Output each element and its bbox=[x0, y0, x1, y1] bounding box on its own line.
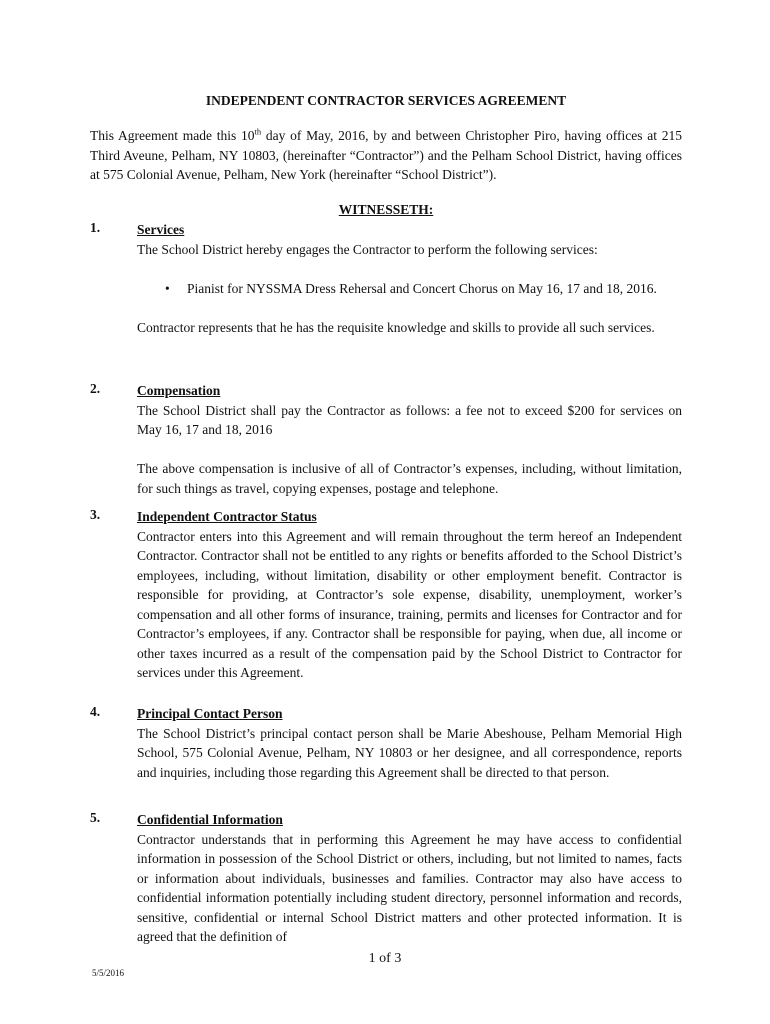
section-number: 3. bbox=[90, 507, 101, 522]
bullet-text: Pianist for NYSSMA Dress Rehersal and Concert Chorus on May 16, 17 and 18, 2016. bbox=[187, 280, 657, 296]
section-heading: Principal Contact Person bbox=[137, 706, 283, 721]
section-number: 4. bbox=[90, 704, 101, 719]
section-paragraph: Contractor enters into this Agreement and will remain throughout the term hereof an Independent Contractor. Contractor shall not be entitled to any rights or benefits afforded to the School District’s employees, including, without limitation, disability or other employment benefit. Contractor is responsible for providing, at Contractor’s sole expense, disability, unemployment, worker’s compensation and all other forms of insurance, training, permits and licenses for Contractor and for Contractor’s employees, if any. Contractor shall be responsible for paying, when due, all income or other taxes incurred as a result of the compensation paid by the School District to Contractor for services under this Agreement. bbox=[137, 528, 682, 680]
intro-paragraph bbox=[90, 126, 682, 185]
section-contractor-status bbox=[137, 507, 682, 683]
section-paragraph: Contractor represents that he has the requisite knowledge and skills to provide all such services. bbox=[137, 319, 655, 335]
section-heading: Services bbox=[137, 222, 185, 237]
section-paragraph: Contractor understands that in performing this Agreement he may have access to confidential information in possession of the School District or others, including, but not limited to names, facts or information about individuals, businesses and families. Contractor may also have access to confidential information potentially including student directory, personnel information and records, sensitive, confidential or internal School District matters and other protected information. It is agreed that the definition of bbox=[137, 831, 682, 944]
section-compensation bbox=[137, 381, 682, 498]
section-confidential-info bbox=[137, 810, 682, 947]
section-heading: Compensation bbox=[137, 383, 221, 398]
bullet-icon: • bbox=[165, 280, 170, 296]
document-title: INDEPENDENT CONTRACTOR SERVICES AGREEMENT bbox=[205, 93, 567, 108]
section-services bbox=[137, 220, 682, 337]
intro-text-pre: This Agreement made this 10 bbox=[90, 128, 255, 143]
list-item bbox=[137, 279, 682, 299]
section-contact-person bbox=[137, 704, 682, 782]
page-number: 1 of 3 bbox=[368, 951, 402, 966]
section-paragraph: The School District hereby engages the Contractor to perform the following services: bbox=[137, 241, 598, 257]
section-number: 2. bbox=[90, 381, 101, 396]
intro-ordinal-suffix: th bbox=[254, 126, 262, 137]
section-heading: Confidential Information bbox=[137, 812, 283, 827]
section-number: 1. bbox=[90, 220, 101, 235]
section-paragraph: The School District shall pay the Contractor as follows: a fee not to exceed $200 for services on May 16, 17 and 18, 2016 bbox=[137, 402, 682, 437]
section-paragraph: The above compensation is inclusive of all of Contractor’s expenses, including, without limitation, for such things as travel, copying expenses, postage and telephone. bbox=[137, 461, 682, 496]
section-paragraph: The School District’s principal contact person shall be Marie Abeshouse, Pelham Memorial High School, 575 Colonial Avenue, Pelham, NY 10803 or her designee, and all correspondence, reports and inquiries, including those regarding this Agreement shall be directed to that person. bbox=[137, 725, 682, 780]
witnesseth-heading: WITNESSETH: bbox=[338, 202, 434, 217]
section-number: 5. bbox=[90, 810, 101, 825]
intro-text-post: day of May, 2016, by and between Christopher Piro, having offices at 215 Third Aveune, Pelham, NY 10803, (hereinafter “Contractor”) and the Pelham School District, having offices at 575 Colonial Avenue, Pelham, New York (hereinafter “School District”). bbox=[90, 128, 682, 182]
footer-date: 5/5/2016 bbox=[92, 968, 125, 978]
section-heading: Independent Contractor Status bbox=[137, 509, 317, 524]
